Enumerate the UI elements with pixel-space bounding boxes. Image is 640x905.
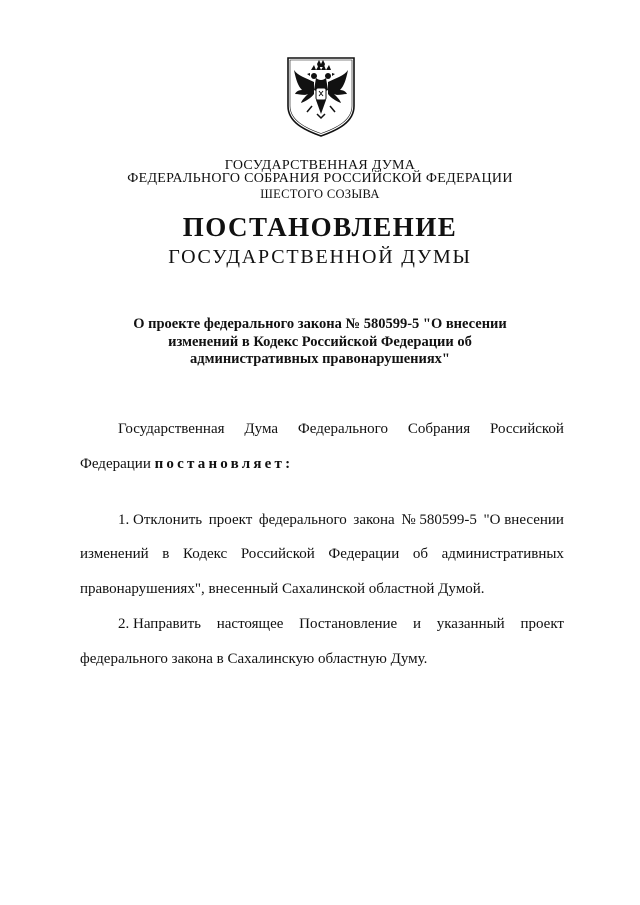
header-line-federal-assembly: ФЕДЕРАЛЬНОГО СОБРАНИЯ РОССИЙСКОЙ ФЕДЕРАЦИИ xyxy=(127,171,513,186)
subject-line: О проекте федерального закона № 580599-5 "О внесении xyxy=(133,316,507,332)
word: об xyxy=(412,546,428,562)
item-2-line-2: федерального закона в Сахалинскую областную Думу. xyxy=(80,651,428,667)
word: настоящее xyxy=(216,616,284,632)
word: Федерации xyxy=(80,456,151,472)
subject-line: изменений в Кодекс Российской Федерации об xyxy=(168,333,472,350)
header-line-duma: ГОСУДАРСТВЕННАЯ ДУМА xyxy=(224,158,416,173)
word: изменений xyxy=(80,546,149,562)
word: Собрания xyxy=(407,421,471,437)
item-1-line-2 xyxy=(80,546,564,562)
word: Федерации xyxy=(328,546,400,562)
word: закона xyxy=(353,512,395,528)
item-1-line-3: правонарушениях", внесенный Сахалинской областной Думой. xyxy=(80,581,485,597)
header-line-convocation: ШЕСТОГО СОЗЫВА xyxy=(260,187,380,201)
word: Российской xyxy=(490,421,564,437)
word: указанный xyxy=(436,616,505,632)
word: федерального xyxy=(258,512,347,528)
word: в xyxy=(162,546,170,562)
item-1-line-1 xyxy=(118,512,564,528)
word: проект xyxy=(208,512,253,528)
word: и xyxy=(412,616,421,632)
word: Кодекс xyxy=(183,546,228,562)
word: Федерального xyxy=(297,421,388,437)
word: "О внесении xyxy=(483,512,564,528)
word: № 580599-5 xyxy=(401,512,477,528)
word: проект xyxy=(520,616,564,632)
word: 1. Отклонить xyxy=(118,512,203,528)
word: 2. Направить xyxy=(118,616,201,632)
document-title: ПОСТАНОВЛЕНИЕ xyxy=(182,212,458,242)
preamble-line-2 xyxy=(80,456,564,472)
subject-line: административных правонарушениях" xyxy=(190,351,450,367)
resolves-keyword: постановляет: xyxy=(154,456,294,472)
word: Дума xyxy=(244,421,279,437)
word: Постановление xyxy=(299,616,398,632)
preamble-line-1 xyxy=(118,421,564,437)
coat-of-arms-emblem xyxy=(286,56,356,138)
word: Российской xyxy=(240,546,315,562)
word: Государственная xyxy=(118,421,225,437)
item-2-line-1 xyxy=(118,616,564,632)
document-subtitle: ГОСУДАРСТВЕННОЙ ДУМЫ xyxy=(168,246,472,268)
word: административных xyxy=(441,546,564,562)
document-subject xyxy=(0,316,640,369)
